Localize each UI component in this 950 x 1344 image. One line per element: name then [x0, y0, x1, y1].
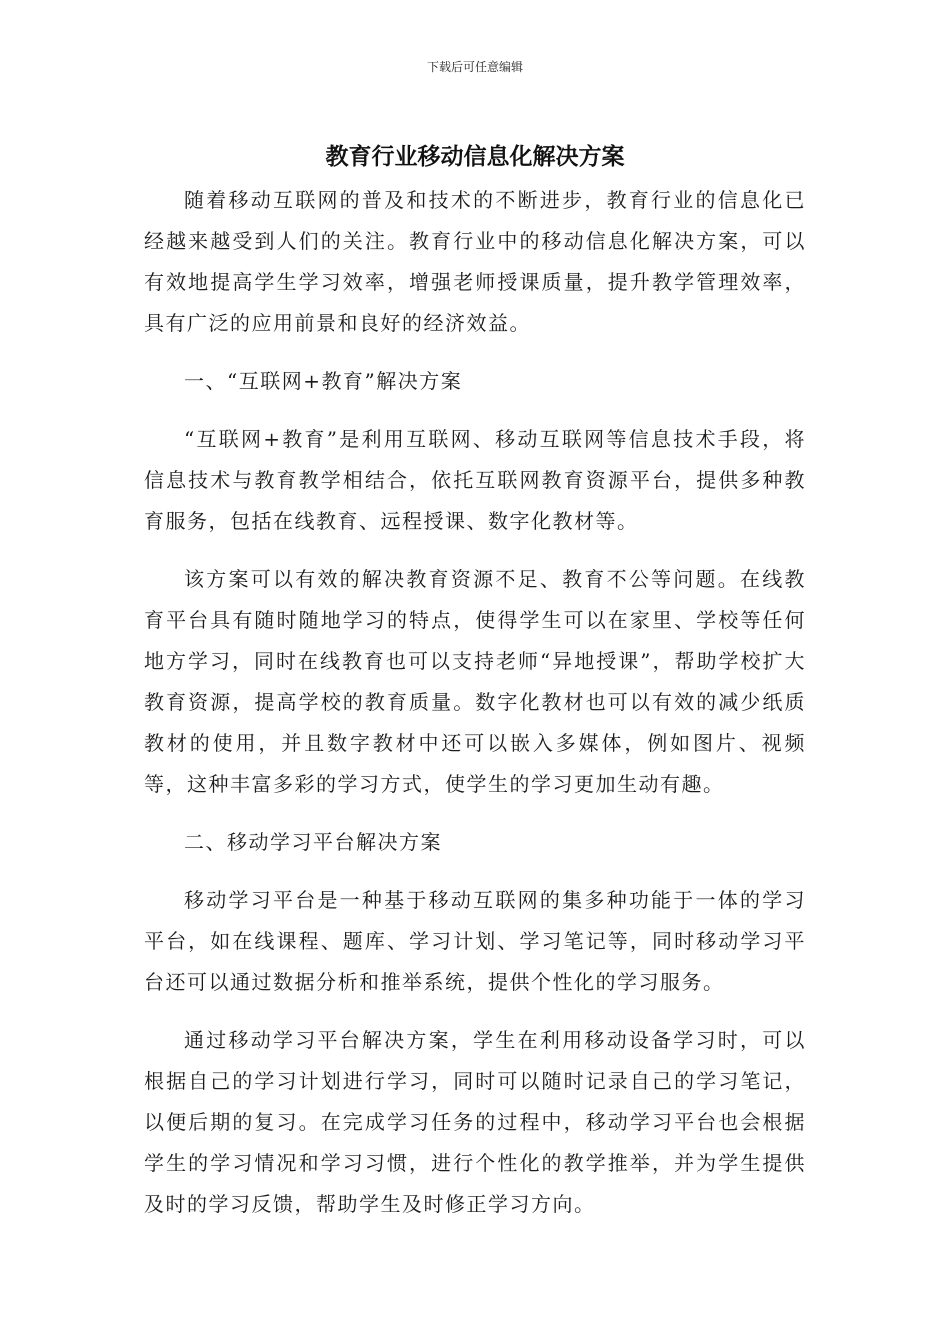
section-heading-1: 一、“互联网+教育”解决方案 [184, 369, 463, 393]
paragraph: 移动学习平台是一种基于移动互联网的集多种功能于一体的学习平台，如在线课程、题库、学习计划、学习笔记等，同时移动学习平台还可以通过数据分析和推举系统，提供个性化的学习服务。 [144, 888, 806, 994]
intro-paragraph: 随着移动互联网的普及和技术的不断进步，教育行业的信息化已经越来越受到人们的关注。教育行业中的移动信息化解决方案，可以有效地提高学生学习效率，增强老师授课质量，提升教学管理效率，具有广泛的应用前景和良好的经济效益。 [144, 188, 806, 335]
section-heading-2: 二、移动学习平台解决方案 [184, 830, 442, 854]
paragraph: 通过移动学习平台解决方案，学生在利用移动设备学习时，可以根据自己的学习计划进行学习，同时可以随时记录自己的学习笔记，以便后期的复习。在完成学习任务的过程中，移动学习平台也会根据学生的学习情况和学习习惯，进行个性化的教学推举，并为学生提供及时的学习反馈，帮助学生及时修正学习方向。 [144, 1028, 806, 1216]
document-body [144, 180, 806, 1242]
paragraph: 该方案可以有效的解决教育资源不足、教育不公等问题。在线教育平台具有随时随地学习的特点，使得学生可以在家里、学校等任何地方学习，同时在线教育也可以支持老师“异地授课”，帮助学校扩大教育资源，提高学校的教育质量。数字化教材也可以有效的减少纸质教材的使用，并且数字教材中还可以嵌入多媒体，例如图片、视频等，这种丰富多彩的学习方式，使学生的学习更加生动有趣。 [144, 567, 806, 796]
document-title: 教育行业移动信息化解决方案 [325, 144, 625, 170]
paragraph: “互联网+教育”是利用互联网、移动互联网等信息技术手段，将信息技术与教育教学相结合，依托互联网教育资源平台，提供多种教育服务，包括在线教育、远程授课、数字化教材等。 [144, 427, 806, 533]
header-note: 下载后可任意编辑 [426, 60, 523, 74]
